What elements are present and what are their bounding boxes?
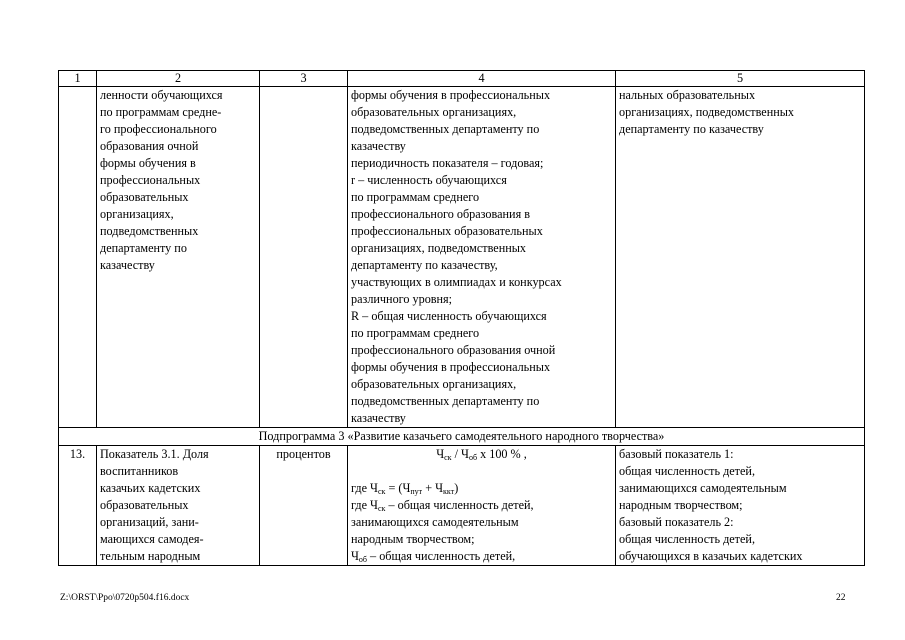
text-line: по программам среднего bbox=[351, 326, 480, 340]
blank-line bbox=[351, 463, 612, 480]
row13-base-cell bbox=[616, 446, 865, 566]
text-line: го профессионального bbox=[100, 122, 217, 136]
text-line: профессионального образования очной bbox=[351, 343, 556, 357]
text-line: занимающихся самодеятельным bbox=[619, 481, 787, 495]
text-line: занимающихся самодеятельным bbox=[351, 515, 519, 529]
text-line: департаменту по казачеству bbox=[619, 122, 764, 136]
text-line: r – численность обучающихся bbox=[351, 173, 507, 187]
text-line: базовый показатель 1: bbox=[619, 447, 734, 461]
definition-line: где $Ч_{ск}$ – общая численность детей, bbox=[351, 498, 534, 513]
text-line: подведомственных департаменту по bbox=[351, 394, 540, 408]
text-line: организаций, зани- bbox=[100, 515, 199, 529]
document-table bbox=[58, 70, 865, 566]
text-line: образовательных организациях, bbox=[351, 377, 517, 391]
text-line: казачеству bbox=[351, 139, 406, 153]
text-line: народным творчеством; bbox=[351, 532, 475, 546]
text-line: формы обучения в bbox=[100, 156, 196, 170]
text-line: народным творчеством; bbox=[619, 498, 743, 512]
text-line: R – общая численность обучающихся bbox=[351, 309, 547, 323]
text-line: департаменту по казачеству, bbox=[351, 258, 498, 272]
text-line: формы обучения в профессиональных bbox=[351, 360, 551, 374]
text-line: различного уровня; bbox=[351, 292, 453, 306]
where-line: где $Ч_{ск} = (Ч_{пут} + Ч_{ккт})$ bbox=[351, 481, 459, 496]
header-col-5: 5 bbox=[616, 71, 865, 87]
text-line: тельным народным bbox=[100, 549, 201, 563]
text-line: образовательных организациях, bbox=[351, 105, 517, 119]
header-col-1: 1 bbox=[59, 71, 97, 87]
row-number: 13. bbox=[59, 446, 97, 566]
table-row-continued bbox=[59, 87, 865, 428]
header-col-2: 2 bbox=[97, 71, 260, 87]
formula-line: $Ч_{ск} / Ч_{об}$ х 100 % , bbox=[436, 447, 527, 462]
text-line: организациях, подведомственных bbox=[351, 241, 527, 255]
text-line: казачеству bbox=[100, 258, 155, 272]
text-line: профессиональных образовательных bbox=[351, 224, 543, 238]
footer-file-path: Z:\ORST\Ppo\0720p504.f16.docx bbox=[60, 593, 190, 603]
header-col-3: 3 bbox=[260, 71, 348, 87]
row13-indicator-cell bbox=[97, 446, 260, 566]
text-line: профессионального образования в bbox=[351, 207, 530, 221]
subprogram-row bbox=[59, 428, 865, 446]
text-line: мающихся самодея- bbox=[100, 532, 204, 546]
text-line: организациях, подведомственных bbox=[619, 105, 795, 119]
text-line: нальных образовательных bbox=[619, 88, 756, 102]
text-line: по программам среднего bbox=[351, 190, 480, 204]
text-line: обучающихся в казачьих кадетских bbox=[619, 549, 803, 563]
table-header-row bbox=[59, 71, 865, 87]
text-line: подведомственных департаменту по bbox=[351, 122, 540, 136]
text-line: общая численность детей, bbox=[619, 464, 755, 478]
subprogram-title: Подпрограмма 3 «Развитие казачьего самодеятельного народного творчества» bbox=[59, 428, 865, 446]
text-line: организациях, bbox=[100, 207, 174, 221]
table-row-13 bbox=[59, 446, 865, 566]
cont-unit-cell bbox=[260, 87, 348, 428]
cont-method-cell bbox=[348, 87, 616, 428]
text-line: ленности обучающихся bbox=[100, 88, 223, 102]
text-line: образовательных bbox=[100, 190, 189, 204]
text-line: воспитанников bbox=[100, 464, 179, 478]
text-line: казачеству bbox=[351, 411, 406, 425]
text-line: подведомственных bbox=[100, 224, 199, 238]
row13-unit-cell: процентов bbox=[260, 446, 348, 566]
cont-indicator-cell bbox=[97, 87, 260, 428]
text-line: периодичность показателя – годовая; bbox=[351, 156, 544, 170]
cont-num-cell bbox=[59, 87, 97, 428]
text-line: профессиональных bbox=[100, 173, 201, 187]
text-line: казачьих кадетских bbox=[100, 481, 201, 495]
text-line: департаменту по bbox=[100, 241, 187, 255]
text-line: Показатель 3.1. Доля bbox=[100, 447, 209, 461]
cont-base-cell bbox=[616, 87, 865, 428]
header-col-4: 4 bbox=[348, 71, 616, 87]
footer-page-number: 22 bbox=[836, 593, 846, 603]
text-line: базовый показатель 2: bbox=[619, 515, 734, 529]
text-line: по программам средне- bbox=[100, 105, 222, 119]
row13-method-cell bbox=[348, 446, 616, 566]
definition-line: $Ч_{об}$ – общая численность детей, bbox=[351, 549, 516, 564]
text-line: участвующих в олимпиадах и конкурсах bbox=[351, 275, 562, 289]
text-line: формы обучения в профессиональных bbox=[351, 88, 551, 102]
text-line: образовательных bbox=[100, 498, 189, 512]
text-line: общая численность детей, bbox=[619, 532, 755, 546]
text-line: образования очной bbox=[100, 139, 199, 153]
